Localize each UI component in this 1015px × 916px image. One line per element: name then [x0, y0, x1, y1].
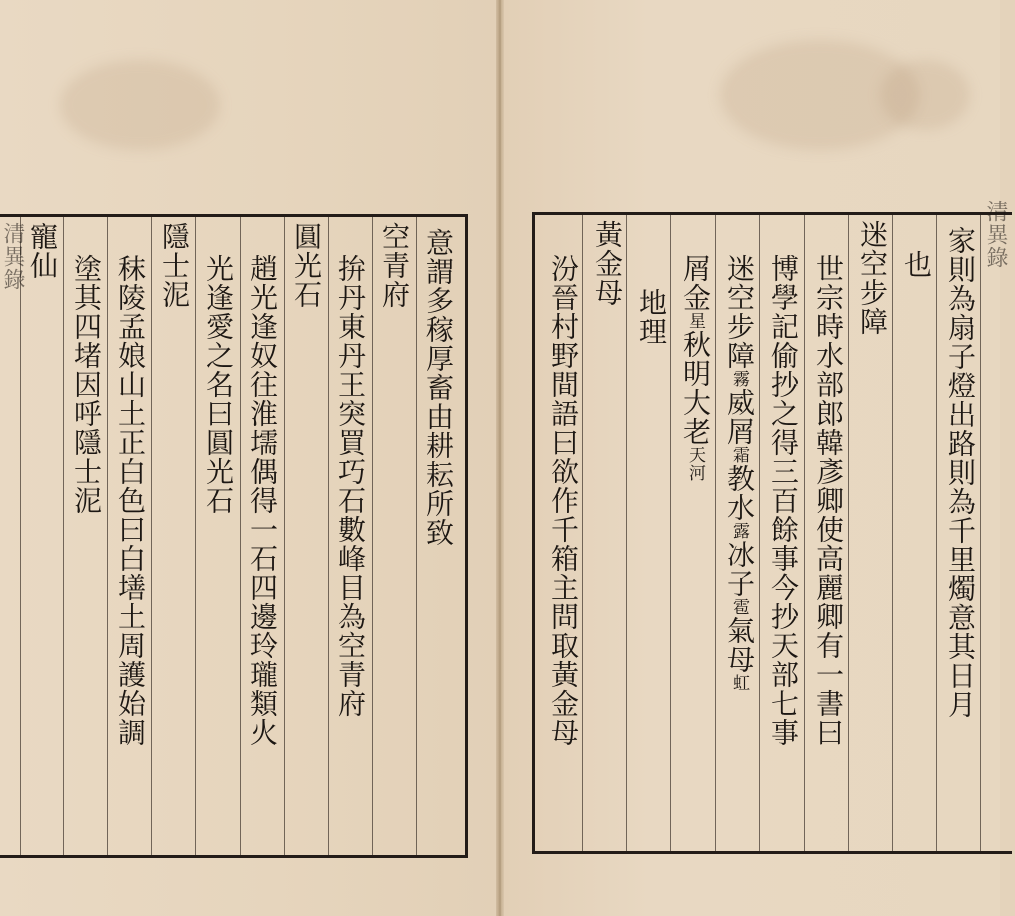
column-rule — [892, 215, 893, 851]
column-rule — [284, 217, 285, 855]
inline-note: 露 — [729, 522, 749, 540]
column-rule — [848, 215, 849, 851]
text-column: 秣陵孟娘山土正白色曰白墡土周護始調 — [114, 254, 147, 747]
entry-term: 秋明大老 — [679, 330, 712, 446]
text-column: 世宗時水部郎韓彥卿使高麗卿有一書曰 — [812, 254, 845, 747]
paper-stain — [880, 60, 970, 130]
section-heading: 寵仙 — [26, 222, 59, 280]
column-rule — [416, 217, 417, 855]
column-rule — [759, 215, 760, 851]
text-column: 塗其四堵因呼隱士泥 — [70, 254, 103, 515]
entry-term: 屑金 — [679, 254, 712, 312]
column-rule — [372, 217, 373, 855]
inline-note: 霧 — [729, 370, 749, 388]
column-rule — [240, 217, 241, 855]
inline-note: 虹 — [729, 674, 749, 692]
text-column: 家則為扇子燈出路則為千里燭意其日月 — [944, 226, 977, 719]
column-rule — [328, 217, 329, 855]
entry-term: 氣母 — [723, 616, 756, 674]
section-heading: 圓光石 — [290, 222, 323, 309]
section-heading: 迷空步障 — [856, 220, 889, 336]
column-rule — [107, 217, 108, 855]
inline-note: 雹 — [729, 598, 749, 616]
column-rule — [936, 215, 937, 851]
text-column: 光逢愛之名曰圓光石 — [202, 254, 235, 515]
column-rule — [151, 217, 152, 855]
column-rule — [195, 217, 196, 855]
entry-term: 迷空步障 — [723, 254, 756, 370]
section-heading: 地理 — [635, 288, 668, 346]
text-column-annotated — [675, 254, 715, 482]
inline-note: 霜 — [729, 446, 749, 464]
entry-term: 威屑 — [723, 388, 756, 446]
margin-title-fragment: 清異錄 — [0, 222, 25, 291]
text-column: 汾晉村野間語曰欲作千箱主問取黃金母 — [547, 254, 580, 747]
text-column: 拚丹東丹王突買巧石數峰目為空青府 — [334, 254, 367, 718]
paper-stain — [60, 60, 220, 150]
margin-title-fragment: 清異錄 — [983, 200, 1008, 269]
section-heading: 空青府 — [378, 222, 411, 309]
column-rule — [980, 215, 981, 851]
entry-term: 冰子 — [723, 540, 756, 598]
text-column: 也 — [900, 250, 933, 279]
inline-note: 星 — [685, 312, 705, 330]
section-heading: 黃金母 — [591, 220, 624, 307]
text-column: 博學記偷抄之得三百餘事今抄天部七事 — [767, 254, 800, 747]
column-rule — [715, 215, 716, 851]
column-rule — [63, 217, 64, 855]
text-column: 趙光逢奴往淮壖偶得一石四邊玲瓏類火 — [246, 254, 279, 747]
section-heading: 隱士泥 — [158, 222, 191, 309]
column-rule — [20, 217, 21, 855]
inline-note: 天河 — [685, 446, 705, 482]
column-rule — [804, 215, 805, 851]
entry-term: 教水 — [723, 464, 756, 522]
book-gutter — [496, 0, 504, 916]
text-column-annotated — [719, 254, 759, 692]
text-column: 意謂多稼厚畜由耕耘所致 — [422, 228, 455, 547]
column-rule — [626, 215, 627, 851]
